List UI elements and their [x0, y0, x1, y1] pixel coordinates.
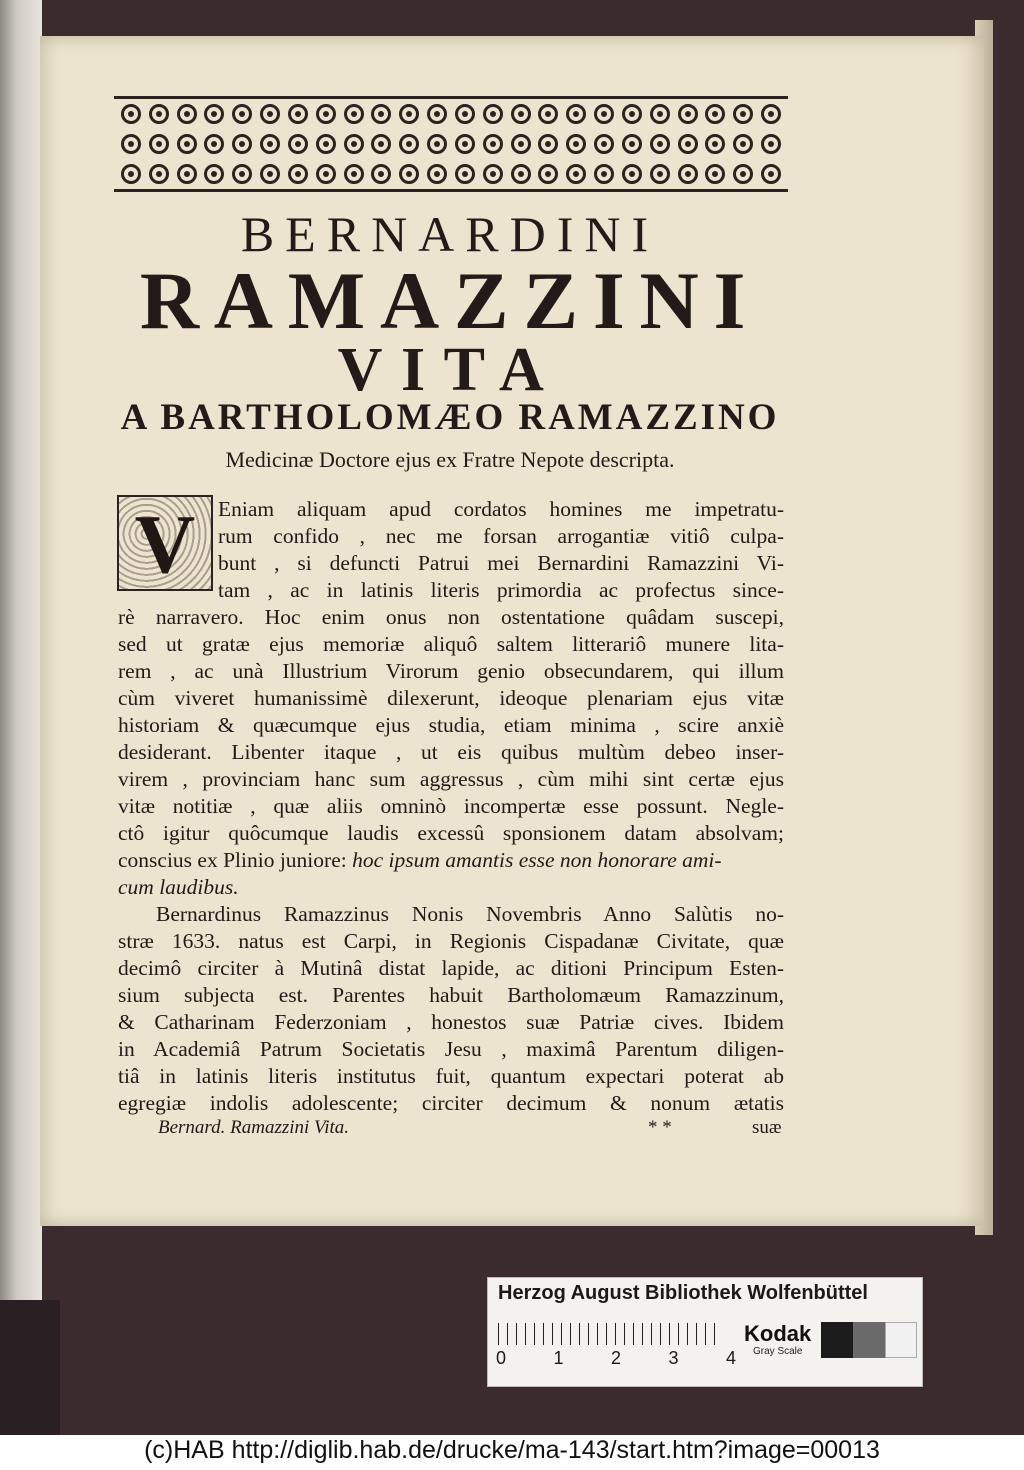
title-author: A BARTHOLOMÆO RAMAZZINO [120, 397, 780, 438]
running-footer: Bernard. Ramazzini Vita. [158, 1117, 350, 1138]
ornament-rosette [678, 164, 698, 184]
ornament-rosette [455, 134, 475, 154]
ornament-rosette [594, 134, 614, 154]
text-line: ctô igitur quôcumque laudis excessû sponsionem datam absolvam; [118, 821, 784, 845]
title-vita: VITA [337, 336, 563, 404]
ornament-rosette [678, 104, 698, 124]
ornament-rosette [232, 164, 252, 184]
pliny-quote: hoc ipsum amantis esse non honorare ami- [352, 848, 722, 872]
gray-swatch-white [885, 1322, 917, 1358]
subtitle: Medicinæ Doctore ejus ex Fratre Nepote descripta. [225, 447, 675, 472]
ornament-rosette [204, 164, 224, 184]
ornament-rosette [232, 134, 252, 154]
ornament-rosette [260, 104, 280, 124]
ornament-rosette [761, 164, 781, 184]
ornament-rosette [511, 104, 531, 124]
ornament-rosette [121, 104, 141, 124]
pliny-prefix: conscius ex Plinio juniore: [118, 848, 353, 872]
gray-scale-label: Gray Scale [753, 1346, 803, 1357]
ornament-rosette [678, 134, 698, 154]
ornament-rosette [427, 164, 447, 184]
ornament-rosette [232, 104, 252, 124]
ornament-rosette [399, 134, 419, 154]
text-line: & Catharinam Federzoniam , honestos suæ Patriæ cives. Ibidem [118, 1010, 784, 1034]
text-line: desiderant. Libenter itaque , ut eis quibus multùm debeo inser- [118, 740, 784, 764]
ornament-rosette [121, 164, 141, 184]
ornament-rosette [177, 134, 197, 154]
dropcap-letter: V [119, 497, 211, 589]
gray-swatch-mid [853, 1322, 885, 1358]
ornament-rosette [344, 164, 364, 184]
ornament-rosette [149, 134, 169, 154]
ornament-band [118, 100, 784, 188]
ornament-rosette [316, 104, 336, 124]
ornament-rosette [511, 134, 531, 154]
catchword: suæ [752, 1117, 782, 1138]
ornament-rosette [594, 164, 614, 184]
color-calibration-card [487, 1277, 923, 1387]
ornament-rosette [538, 104, 558, 124]
ornament-rosette [344, 104, 364, 124]
ornament-rosette [288, 164, 308, 184]
text-line: tiâ in latinis literis institutus fuit, quantum expectari poterat ab [118, 1064, 784, 1088]
ornament-rosette [455, 104, 475, 124]
ornament-rosette [566, 104, 586, 124]
ornament-rosette [733, 104, 753, 124]
ruler-scale [498, 1323, 723, 1345]
ornament-rosette [260, 164, 280, 184]
ornament-rosette [121, 134, 141, 154]
ornament-rosette [149, 164, 169, 184]
ornament-rosette [622, 134, 642, 154]
text-line: rè narravero. Hoc enim onus non ostentatione quâdam suscepi, [118, 605, 784, 629]
text-line: decimô circiter à Mutinâ distat lapide, ac ditioni Principum Esten- [118, 956, 784, 980]
credit-line: (c)HAB http://diglib.hab.de/drucke/ma-143/start.htm?image=00013 [144, 1436, 880, 1464]
ornament-rosette [483, 164, 503, 184]
text-line: Bernardinus Ramazzinus Nonis Novembris Anno Salùtis no- [156, 902, 784, 926]
adjacent-page-edge [0, 0, 42, 1300]
text-line-pliny [118, 848, 784, 873]
ornament-rosette [399, 104, 419, 124]
dropcap-ornament [117, 495, 213, 591]
ornament-rosette [483, 134, 503, 154]
text-line: tam , ac in latinis literis primordia ac profectus since- [218, 578, 784, 602]
ornament-rosette [371, 164, 391, 184]
ruler-number: 1 [553, 1348, 564, 1368]
text-line: cùm viveret humanissimè dilexerunt, ideoque plenariam ejus vitæ [118, 686, 784, 710]
text-line: rum confido , nec me forsan arrogantiæ vitiô culpa- [218, 524, 784, 548]
text-line: sium subjecta est. Parentes habuit Bartholomæum Ramazzinum, [118, 983, 784, 1007]
ruler-numbers [496, 1348, 736, 1369]
text-line: cum laudibus. [118, 875, 239, 899]
ornament-rosette [288, 134, 308, 154]
title-bernardini: BERNARDINI [240, 206, 660, 262]
ornament-rosette [538, 134, 558, 154]
ornament-rosette [761, 104, 781, 124]
ornament-rosette [566, 134, 586, 154]
ornament-rosette [427, 104, 447, 124]
ornament-rosette [149, 104, 169, 124]
text-line: vitæ notitiæ , quæ aliis omninò incompertæ esse possunt. Negle- [118, 794, 784, 818]
signature-mark: * * [648, 1117, 672, 1138]
ornament-rosette [344, 134, 364, 154]
text-line: bunt , si defuncti Patrui mei Bernardini Ramazzini Vi- [218, 551, 784, 575]
text-line: egregiæ indolis adolescente; circiter decimum & nonum ætatis [118, 1091, 784, 1115]
ornament-rosette [260, 134, 280, 154]
ornament-rosette [316, 164, 336, 184]
ornament-rosette [538, 164, 558, 184]
ornament-rosette [705, 134, 725, 154]
ornament-rosette [177, 164, 197, 184]
ruler-number: 0 [496, 1348, 507, 1368]
ornament-rosette [594, 104, 614, 124]
ornament-rosette [650, 104, 670, 124]
ornament-rosette [483, 104, 503, 124]
ornament-rosette [622, 104, 642, 124]
ornament-rosette [316, 134, 336, 154]
ornament-rosette [733, 164, 753, 184]
background-surround [0, 1300, 60, 1435]
ornament-rosette [371, 134, 391, 154]
ornament-rosette [650, 164, 670, 184]
ornament-rosette [622, 164, 642, 184]
text-line: rem , ac unà Illustrium Virorum genio obsecundarem, qui illum [118, 659, 784, 683]
text-line: sed ut gratæ ejus memoriæ aliquô saltem litterariô munere lita- [118, 632, 784, 656]
ornament-rosette [761, 134, 781, 154]
text-line: Eniam aliquam apud cordatos homines me impetratu- [218, 497, 784, 521]
ruler-number: 3 [668, 1348, 679, 1368]
text-line: stræ 1633. natus est Carpi, in Regionis Cispadanæ Civitate, quæ [118, 929, 784, 953]
ornament-rosette [427, 134, 447, 154]
kodak-logo: Kodak [744, 1321, 812, 1346]
ornament-rosette [650, 134, 670, 154]
ornament-rosette [177, 104, 197, 124]
text-line: historiam & quæcumque ejus studia, etiam minima , scire anxiè [118, 713, 784, 737]
ornament-rosette [511, 164, 531, 184]
text-line: virem , provinciam hanc sum aggressus , cùm mihi sint certæ ejus [118, 767, 784, 791]
ornament-rosette [455, 164, 475, 184]
institution-name: Herzog August Bibliothek Wolfenbüttel [498, 1282, 868, 1304]
ornament-rosette [705, 104, 725, 124]
ornament-rosette [566, 164, 586, 184]
gray-swatch-black [821, 1322, 853, 1358]
ornament-rosette [288, 104, 308, 124]
ornament-rosette [371, 104, 391, 124]
ornament-rosette [399, 164, 419, 184]
ornament-rosette [733, 134, 753, 154]
text-line: in Academiâ Patrum Societatis Jesu , maximâ Parentum diligen- [118, 1037, 784, 1061]
ornament-rosette [204, 134, 224, 154]
ornament-rosette [705, 164, 725, 184]
ruler-number: 4 [725, 1348, 736, 1368]
ornament-rosette [204, 104, 224, 124]
title-ramazzini: RAMAZZINI [139, 255, 761, 346]
ruler-number: 2 [610, 1348, 621, 1368]
